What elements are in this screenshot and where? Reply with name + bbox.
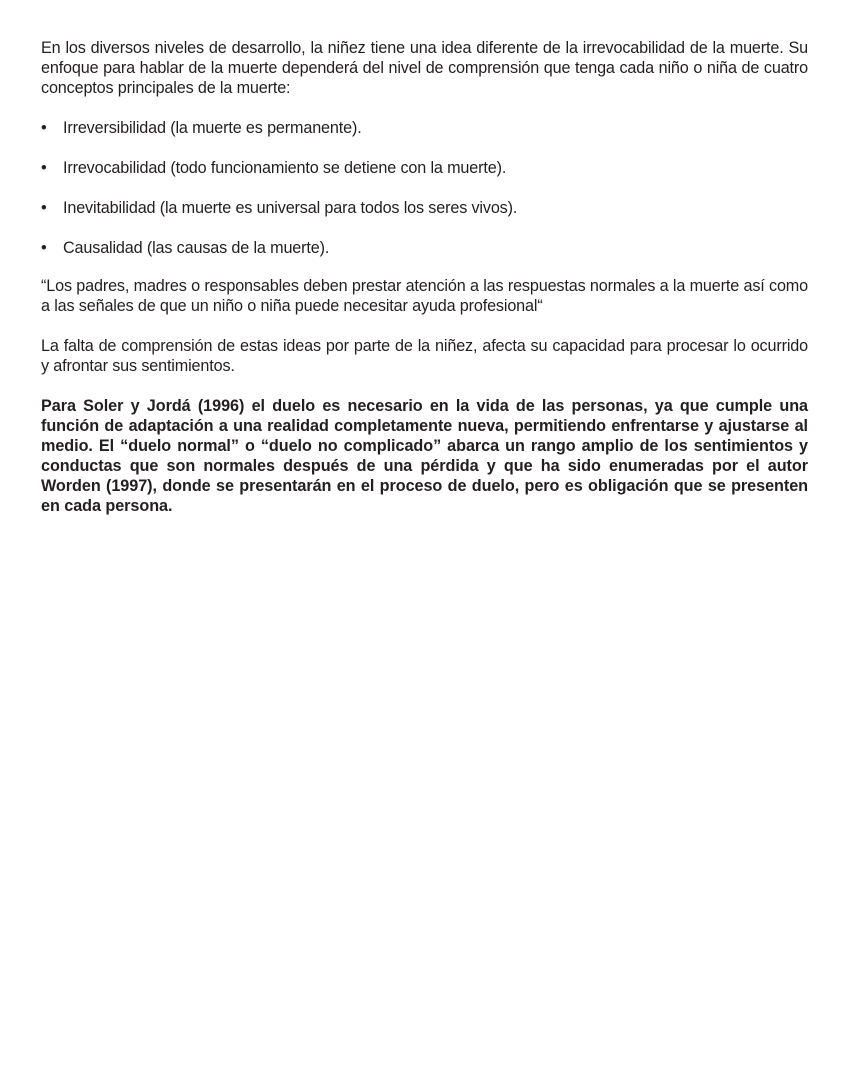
list-item: [41, 118, 808, 138]
list-item: [41, 198, 808, 218]
document-page: [41, 38, 808, 536]
bullet-icon: •: [41, 119, 47, 137]
list-item-text: Irreversibilidad (la muerte es permanente).: [63, 119, 362, 137]
bullet-icon: •: [41, 159, 47, 177]
bullet-icon: •: [41, 239, 47, 257]
grief-paragraph: Para Soler y Jordá (1996) el duelo es necesario en la vida de las personas, ya que cumple una función de adaptación a una realidad completamente nueva, permitiendo enfrentarse y ajustarse al medio. El “duelo normal” o “duelo no complicado” abarca un rango amplio de los sentimientos y conductas que son normales después de una pérdida y que ha sido enumeradas por el autor Worden (1997), donde se presentarán en el proceso de duelo, pero es obligación que se presenten en cada persona.: [41, 397, 808, 515]
comprehension-paragraph: La falta de comprensión de estas ideas por parte de la niñez, afecta su capacidad para procesar lo ocurrido y afrontar sus sentimientos.: [41, 337, 808, 375]
intro-paragraph: En los diversos niveles de desarrollo, la niñez tiene una idea diferente de la irrevocabilidad de la muerte. Su enfoque para hablar de la muerte dependerá del nivel de comprensión que tenga cada niño o niña de cuatro conceptos principales de la muerte:: [41, 39, 808, 97]
list-item: [41, 158, 808, 178]
quote-paragraph: “Los padres, madres o responsables deben prestar atención a las respuestas normales a la muerte así como a las señales de que un niño o niña puede necesitar ayuda profesional“: [41, 277, 808, 315]
list-item-text: Inevitabilidad (la muerte es universal para todos los seres vivos).: [63, 199, 518, 217]
bullet-icon: •: [41, 199, 47, 217]
list-item-text: Causalidad (las causas de la muerte).: [63, 239, 330, 257]
list-item-text: Irrevocabilidad (todo funcionamiento se detiene con la muerte).: [63, 159, 507, 177]
concepts-list: [41, 118, 808, 258]
list-item: [41, 238, 808, 258]
